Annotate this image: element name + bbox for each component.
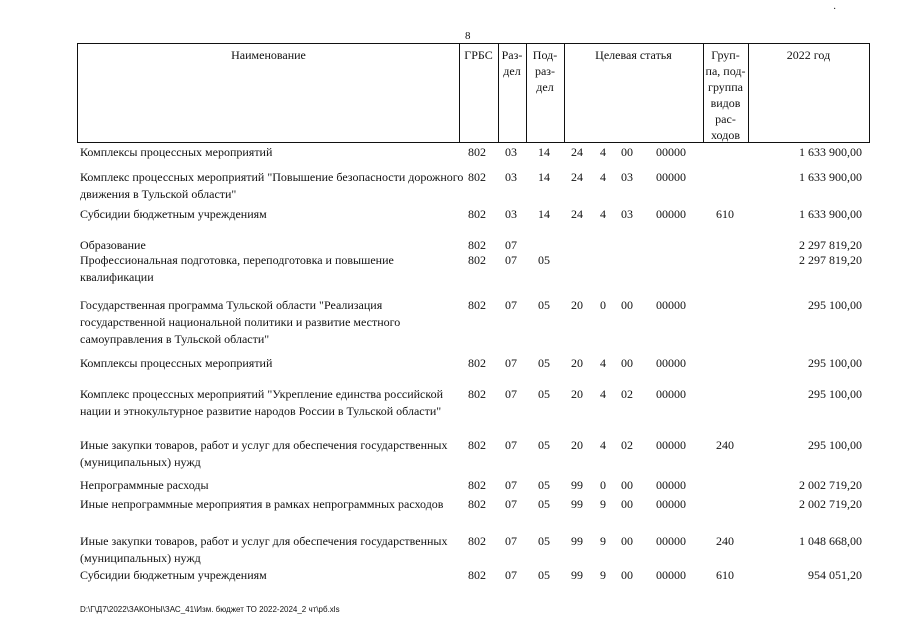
row-name: Комплекс процессных мероприятий "Повышение безопасности дорожного движения в Тульской области"	[80, 170, 464, 201]
row-target-sub: 02	[621, 438, 633, 452]
corner-mark: ·	[833, 4, 837, 15]
row-target-direction: 00000	[656, 145, 686, 159]
row-amount: 295 100,00	[808, 387, 862, 401]
row-target-program: 24	[571, 145, 583, 159]
row-razdel: 07	[505, 497, 517, 511]
header-razdel-line: Раз-	[501, 48, 523, 62]
row-grbs: 802	[468, 387, 486, 401]
row-target-direction: 00000	[656, 298, 686, 312]
row-razdel: 07	[505, 534, 517, 548]
row-podrazdel: 05	[538, 568, 550, 582]
row-razdel: 03	[505, 207, 517, 221]
row-target-sub: 03	[621, 170, 633, 184]
row-target-sub: 00	[621, 145, 633, 159]
row-target-program: 20	[571, 387, 583, 401]
row-razdel: 03	[505, 145, 517, 159]
row-name: Иные закупки товаров, работ и услуг для обеспечения государственных (муниципальных) нужд	[80, 534, 448, 565]
row-amount: 295 100,00	[808, 356, 862, 370]
row-target-sub: 00	[621, 497, 633, 511]
row-razdel: 07	[505, 356, 517, 370]
row-grbs: 802	[468, 478, 486, 492]
row-amount: 954 051,20	[808, 568, 862, 582]
row-razdel: 07	[505, 568, 517, 582]
row-razdel: 07	[505, 478, 517, 492]
row-target-program: 20	[571, 356, 583, 370]
row-target-type: 0	[600, 478, 606, 492]
header-group-line: па, под-	[705, 64, 746, 78]
header-group-line: группа	[708, 80, 743, 94]
row-name: Комплекс процессных мероприятий "Укрепление единства российской нации и этнокультурное развитие народов России в Тульской области"	[80, 387, 444, 418]
header-name: Наименование	[231, 48, 306, 62]
row-podrazdel: 05	[538, 298, 550, 312]
row-podrazdel: 14	[538, 207, 550, 221]
row-podrazdel: 05	[538, 438, 550, 452]
row-amount: 295 100,00	[808, 438, 862, 452]
row-podrazdel: 05	[538, 534, 550, 548]
row-name: Комплексы процессных мероприятий	[80, 356, 273, 370]
row-razdel: 07	[505, 238, 517, 252]
row-razdel: 07	[505, 253, 517, 267]
row-amount: 1 633 900,00	[799, 145, 862, 159]
row-target-program: 24	[571, 170, 583, 184]
row-target-program: 24	[571, 207, 583, 221]
file-path-footer: D:\Г\Д7\2022\ЗАКОНЫ\ЗАС_41\Изм. бюджет ТО 2022-2024_2 чт\рб.xls	[80, 605, 340, 614]
header-group-line: видов	[710, 96, 741, 110]
row-name: Иные непрограммные мероприятия в рамках непрограммных расходов	[80, 497, 444, 511]
row-target-type: 9	[600, 497, 606, 511]
header-podrazdel	[526, 47, 564, 95]
row-name: Субсидии бюджетным учреждениям	[80, 568, 267, 582]
row-target-program: 99	[571, 568, 583, 582]
row-target-type: 4	[600, 356, 606, 370]
row-target-sub: 00	[621, 356, 633, 370]
row-expense-type: 240	[716, 438, 734, 452]
row-razdel: 07	[505, 438, 517, 452]
row-name: Образование	[80, 238, 146, 252]
row-expense-type: 610	[716, 568, 734, 582]
row-target-type: 0	[600, 298, 606, 312]
row-podrazdel: 05	[538, 478, 550, 492]
row-name: Непрограммные расходы	[80, 478, 209, 492]
row-target-type: 4	[600, 145, 606, 159]
row-target-direction: 00000	[656, 438, 686, 452]
header-podrazdel-line: Под-	[532, 48, 558, 62]
header-podrazdel-line: дел	[536, 80, 554, 94]
row-amount: 295 100,00	[808, 298, 862, 312]
row-target-sub: 00	[621, 534, 633, 548]
header-podrazdel-line: раз-	[534, 64, 556, 78]
row-grbs: 802	[468, 238, 486, 252]
row-grbs: 802	[468, 170, 486, 184]
row-name: Иные закупки товаров, работ и услуг для обеспечения государственных (муниципальных) нужд	[80, 438, 448, 469]
row-razdel: 07	[505, 387, 517, 401]
row-target-sub: 00	[621, 568, 633, 582]
row-amount: 2 002 719,20	[799, 497, 862, 511]
header-grbs: ГРБС	[464, 48, 493, 62]
row-name: Государственная программа Тульской области "Реализация государственной национальной политики и развитие местного самоуправления в Тульской области"	[80, 298, 401, 346]
row-grbs: 802	[468, 568, 486, 582]
row-name: Профессиональная подготовка, переподготовка и повышение квалификации	[80, 253, 394, 284]
row-target-direction: 00000	[656, 497, 686, 511]
row-grbs: 802	[468, 534, 486, 548]
header-group-line: Груп-	[711, 48, 740, 62]
row-target-type: 4	[600, 207, 606, 221]
row-target-direction: 00000	[656, 170, 686, 184]
row-grbs: 802	[468, 207, 486, 221]
row-name: Субсидии бюджетным учреждениям	[80, 207, 267, 221]
page-number: 8	[465, 30, 471, 42]
row-target-program: 99	[571, 534, 583, 548]
row-target-sub: 03	[621, 207, 633, 221]
row-target-direction: 00000	[656, 568, 686, 582]
row-razdel: 07	[505, 298, 517, 312]
row-amount: 2 297 819,20	[799, 253, 862, 267]
row-target-type: 9	[600, 568, 606, 582]
row-target-program: 99	[571, 497, 583, 511]
header-year: 2022 год	[786, 48, 831, 62]
row-target-sub: 00	[621, 478, 633, 492]
row-podrazdel: 05	[538, 497, 550, 511]
row-target-sub: 00	[621, 298, 633, 312]
row-target-direction: 00000	[656, 534, 686, 548]
row-podrazdel: 05	[538, 387, 550, 401]
row-grbs: 802	[468, 298, 486, 312]
row-target-sub: 02	[621, 387, 633, 401]
row-amount: 2 002 719,20	[799, 478, 862, 492]
row-amount: 1 633 900,00	[799, 170, 862, 184]
header-group-line: ходов	[711, 128, 740, 142]
row-target-direction: 00000	[656, 387, 686, 401]
row-grbs: 802	[468, 497, 486, 511]
row-grbs: 802	[468, 253, 486, 267]
row-grbs: 802	[468, 356, 486, 370]
row-target-program: 99	[571, 478, 583, 492]
header-target: Целевая статья	[595, 48, 672, 62]
table-header	[77, 43, 870, 143]
header-group	[703, 47, 748, 143]
row-target-program: 20	[571, 438, 583, 452]
row-target-direction: 00000	[656, 478, 686, 492]
row-target-program: 20	[571, 298, 583, 312]
header-group-line: рас-	[715, 112, 736, 126]
row-podrazdel: 05	[538, 356, 550, 370]
row-podrazdel: 14	[538, 170, 550, 184]
row-target-type: 4	[600, 387, 606, 401]
header-razdel	[498, 47, 526, 79]
row-razdel: 03	[505, 170, 517, 184]
row-podrazdel: 14	[538, 145, 550, 159]
row-podrazdel: 05	[538, 253, 550, 267]
row-amount: 2 297 819,20	[799, 238, 862, 252]
row-grbs: 802	[468, 145, 486, 159]
row-name: Комплексы процессных мероприятий	[80, 145, 273, 159]
row-amount: 1 633 900,00	[799, 207, 862, 221]
row-target-type: 4	[600, 170, 606, 184]
row-target-direction: 00000	[656, 207, 686, 221]
row-amount: 1 048 668,00	[799, 534, 862, 548]
row-target-type: 9	[600, 534, 606, 548]
row-target-direction: 00000	[656, 356, 686, 370]
row-expense-type: 240	[716, 534, 734, 548]
row-target-type: 4	[600, 438, 606, 452]
row-grbs: 802	[468, 438, 486, 452]
row-expense-type: 610	[716, 207, 734, 221]
header-razdel-line: дел	[503, 64, 521, 78]
